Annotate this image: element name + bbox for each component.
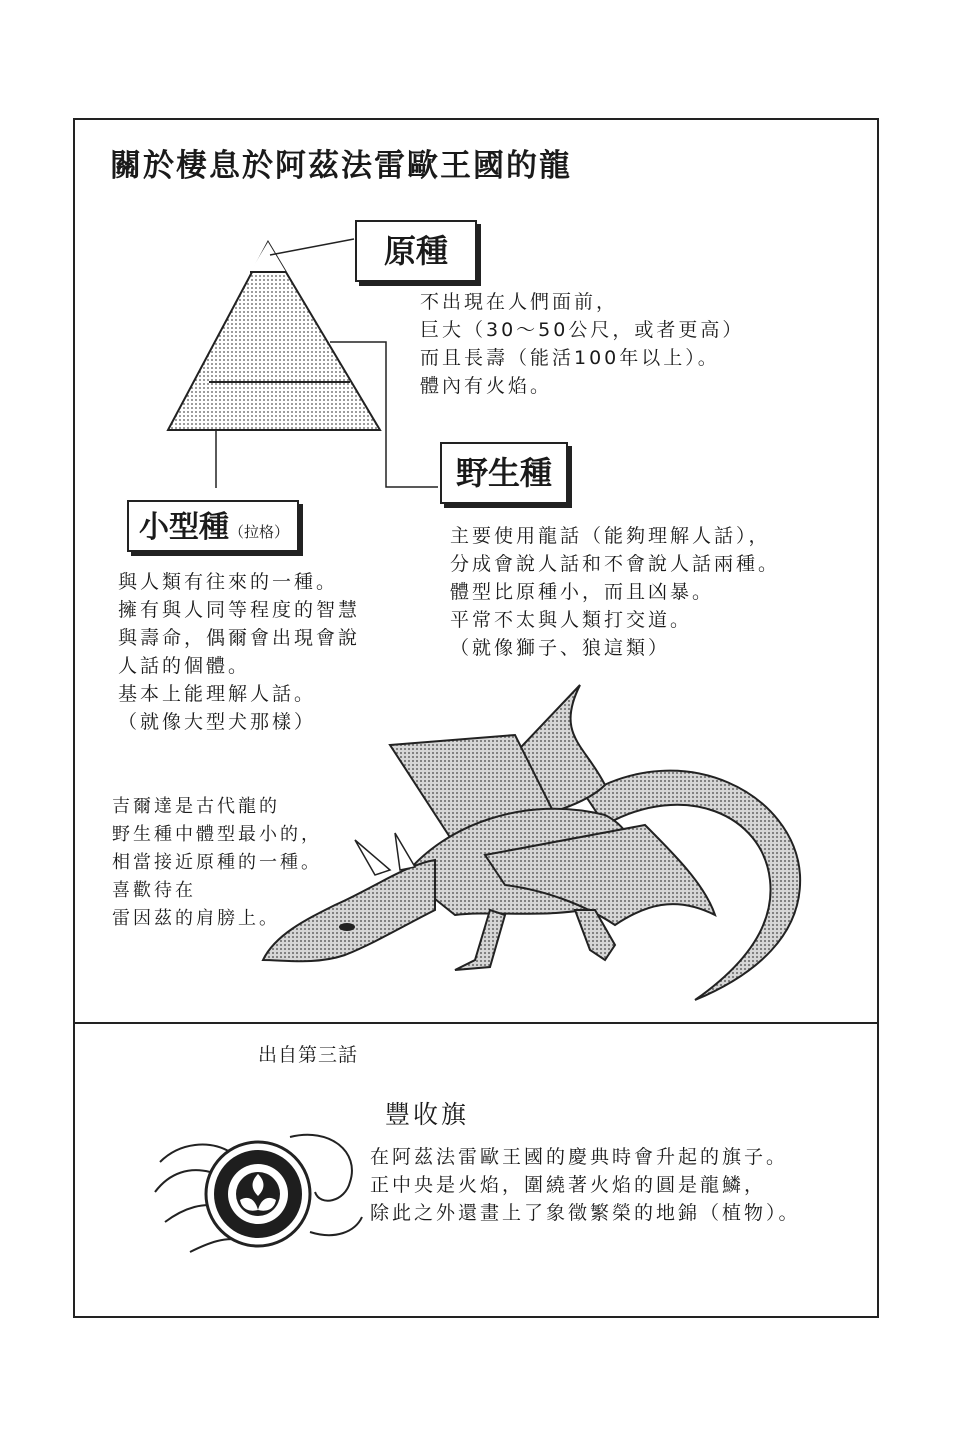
dragon-illustration bbox=[255, 675, 815, 1010]
gilda-description: 吉爾達是古代龍的 野生種中體型最小的， 相當接近原種的一種。 喜歡待在 雷因茲的肩膀上。 bbox=[112, 796, 322, 929]
wild-species-label: 野生種 bbox=[440, 442, 568, 504]
section-divider bbox=[73, 1022, 879, 1024]
source-chapter: 出自第三話 bbox=[258, 1044, 359, 1066]
wild-species-description: 主要使用龍話（能夠理解人話）， 分成會說人話和不會說人話兩種。 體型比原種小，而且凶暴。 平常不太與人類打交道。 （就像獅子、狼這類） bbox=[450, 525, 781, 659]
page-title: 關於棲息於阿茲法雷歐王國的龍 bbox=[110, 148, 572, 184]
small-species-label bbox=[127, 500, 299, 552]
small-species-sublabel: （拉格） bbox=[229, 523, 290, 541]
flag-title: 豐收旗 bbox=[385, 1100, 470, 1129]
flag-description: 在阿茲法雷歐王國的慶典時會升起的旗子。 正中央是火焰，圍繞著火焰的圓是龍鱗， 除此之外還畫上了象徵繁榮的地錦（植物）。 bbox=[370, 1146, 801, 1224]
original-species-label: 原種 bbox=[355, 220, 477, 282]
harvest-flag-emblem bbox=[150, 1122, 370, 1262]
small-species-name: 小型種 bbox=[139, 510, 229, 545]
original-species-description: 不出現在人們面前， 巨大（30～50公尺，或者更高） 而且長壽（能活100年以上）。 體內有火焰。 bbox=[420, 291, 745, 397]
small-species-description: 與人類有往來的一種。 擁有與人同等程度的智慧 與壽命，偶爾會出現會說 人話的個體。 基本上能理解人話。 （就像大型犬那樣） bbox=[118, 571, 361, 733]
